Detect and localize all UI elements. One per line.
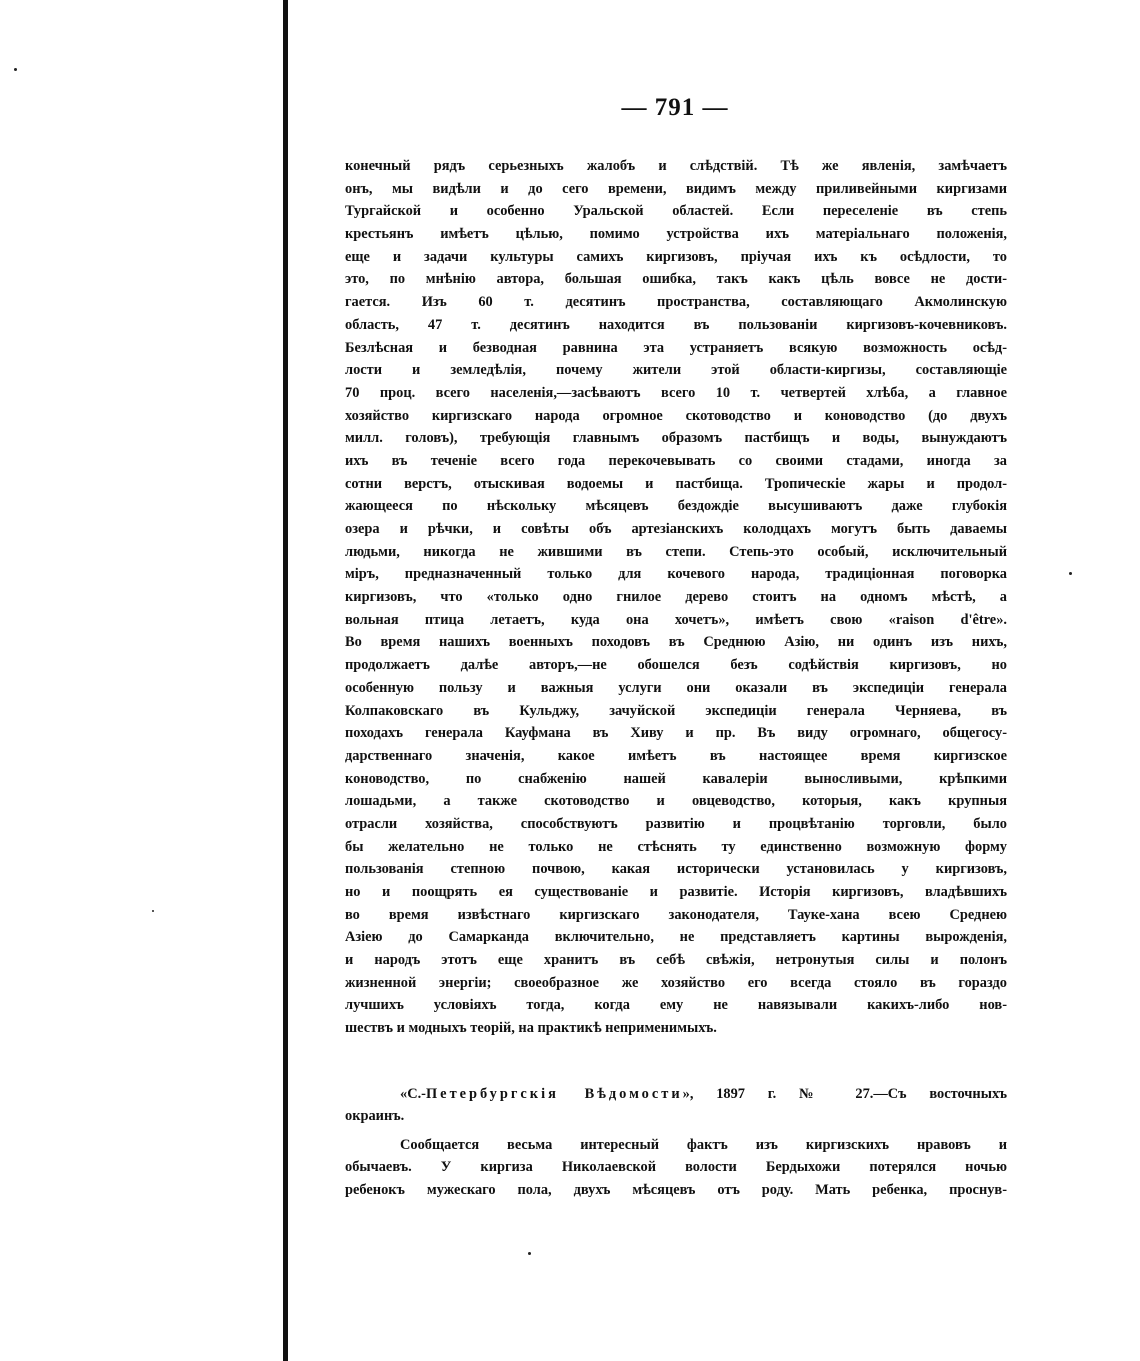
text-line: жающееся по нѣскольку мѣсяцевъ бездождіе высушиваютъ даже глубокія [345,498,1007,515]
text-line: крестьянъ имѣетъ цѣлью, помимо устройства ихъ матеріальнаго положенія, [345,226,1007,243]
text-line: Безлѣсная и безводная равнина эта устраняетъ всякую возможность осѣд- [345,339,1007,356]
citation-line [345,1083,1007,1105]
text-line: хозяйство киргизскаго народа огромное скотоводство и коноводство (до двухъ [345,407,1007,424]
page-binding-edge [283,0,288,1361]
text-line: во время извѣстнаго киргизскаго законодателя, Тауке-хана всею Среднею [345,906,1007,923]
page-number: — 791 — [621,94,729,121]
text-line: гается. Изъ 60 т. десятинъ пространства, составляющаго Акмолинскую [345,294,1007,311]
text-line: ихъ въ теченіе всего года перекочевывать со своими стадами, иногда за [345,452,1007,469]
text-line: продолжаетъ далѣе авторъ,—не обошелся безъ содѣйствія киргизовъ, но [345,657,1007,674]
text-line: дарственнаго значенія, какое имѣетъ въ настоящее время киргизское [345,747,1007,764]
text-line: милл. головъ), требующія главнымъ образомъ пастбищъ и воды, вынуждаютъ [345,430,1007,447]
citation-details: , 1897 г. № 27.—Съ восточныхъ [689,1086,1007,1102]
text-line: лошадьми, а также скотоводство и овцеводство, которыя, какъ крупныя [345,793,1007,810]
text-line: Азіею до Самарканда включительно, не представляетъ картины вырожденія, [345,929,1007,946]
text-line: бы желательно не только не стѣснять ту единственно возможную форму [345,838,1007,855]
text-line: но и поощрять ея существованіе и развитіе. Исторія киргизовъ, владѣвшихъ [345,884,1007,900]
newspaper-name: Петербургскія Вѣдомости [425,1086,683,1102]
text-line: отрасли хозяйства, способствуютъ развитію и процвѣтанію торговли, было [345,815,1007,832]
citation-continuation: окраинъ. [345,1108,405,1124]
text-line: и народъ этотъ еще хранитъ въ себѣ свѣжія, нетронутыя силы и полонъ [345,952,1007,969]
scan-speck [152,910,154,912]
text-line: коноводство, по снабженію нашей кавалеріи выносливыми, крѣпкими [345,770,1007,787]
text-line: сотни верстъ, отыскивая водоемы и пастбища. Тропическіе жары и продол- [345,475,1007,492]
text-line: Сообщается весьма интересный фактъ изъ киргизскихъ нравовъ и [400,1137,1007,1153]
text-line: лучшихъ условіяхъ тогда, когда ему не навязывали какихъ-либо нов- [345,997,1007,1014]
text-line: Колпаковскаго въ Кульджу, зачуйской экспедиціи генерала Черняева, въ [345,702,1007,719]
text-line: шествъ и модныхъ теорій, на практикѣ неприменимыхъ. [345,1020,717,1037]
text-line: вольная птица летаетъ, куда она хочетъ», имѣетъ свою «raison d'être». [345,611,1007,628]
text-line: область, 47 т. десятинъ находится въ пользованіи киргизовъ-кочевниковъ. [345,316,1007,333]
text-line: походахъ генерала Кауфмана въ Хиву и пр. Въ виду огромнаго, общегосу- [345,725,1007,742]
quote-close: » [682,1086,690,1102]
text-line: лости и земледѣлія, почему жители этой области-киргизы, составляющіе [345,362,1007,379]
text-line: ребенокъ мужескаго пола, двухъ мѣсяцевъ отъ роду. Мать ребенка, проснув- [345,1181,1007,1198]
text-line: обычаевъ. У киргиза Николаевской волости Бердыхожи потерялся ночью [345,1159,1007,1176]
text-line: пользованія степною почвою, какая исторически установилась у киргизовъ, [345,861,1007,878]
text-line: озера и рѣчки, и совѣты объ артезіанскихъ колодцахъ могутъ быть даваемы [345,521,1007,537]
text-line: Тургайской и особенно Уральской областей. Если переселеніе въ степь [345,203,1007,220]
scan-speck [14,68,17,71]
scan-speck [1069,572,1072,575]
text-line: онъ, мы видѣли и до сего времени, видимъ между приливейными киргизами [345,180,1007,197]
text-line: жизненной энергіи; своеобразное же хозяйство его всегда стояло въ гораздо [345,974,1007,991]
text-line: конечный рядъ серьезныхъ жалобъ и слѣдствій. Тѣ же явленія, замѣчаетъ [345,158,1007,174]
main-paragraph [345,155,1007,1040]
text-line: людьми, никогда не жившими въ степи. Степь-это особый, исключительный [345,543,1007,560]
source-citation [345,1083,1007,1127]
text-line: Во время нашихъ военныхъ походовъ въ Среднюю Азію, ни одинъ изъ нихъ, [345,634,1007,651]
text-line: еще и задачи культуры самихъ киргизовъ, пріучая ихъ къ осѣдлости, то [345,248,1007,265]
text-line: киргизовъ, что «только одно гнилое дерево стоитъ на одномъ мѣстѣ, а [345,589,1007,606]
second-paragraph [345,1134,1007,1201]
text-line: 70 проц. всего населенія,—засѣваютъ всего 10 т. четвертей хлѣба, а главное [345,384,1007,401]
quote-open: «С.- [400,1086,426,1102]
text-line: это, по мнѣнію автора, большая ошибка, такъ какъ цѣль вовсе не дости- [345,271,1007,288]
text-line: міръ, предназначенный только для кочевого народа, традиціонная поговорка [345,566,1007,583]
text-line: особенную пользу и важныя услуги они оказали въ экспедиціи генерала [345,679,1007,696]
scan-speck [528,1252,531,1255]
